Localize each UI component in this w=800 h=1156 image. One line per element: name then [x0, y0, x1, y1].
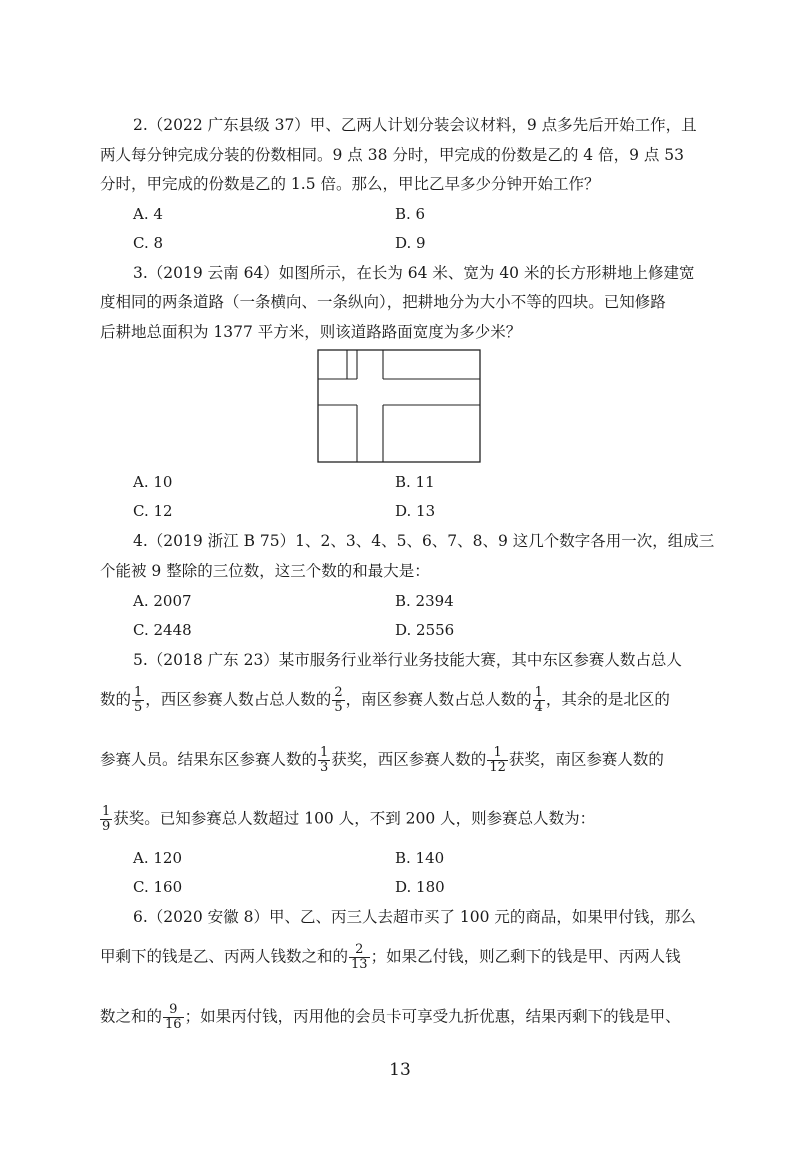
- q3-option-d: D. 13: [395, 502, 436, 520]
- q3-option-c: C. 12: [133, 502, 173, 520]
- q2-line-2: 两人每分钟完成分装的份数相同。9 点 38 分时，甲完成的份数是乙的 4 倍，9 点 53: [100, 146, 685, 164]
- q3-line-3: 后耕地总面积为 1377 平方米，则该道路路面宽度为多少米？: [100, 323, 522, 341]
- q3-line-1: 3.（2019 云南 64）如图所示，在长为 64 米、宽为 40 米的长方形耕地上修建宽: [133, 264, 695, 282]
- page-number: 13: [389, 1060, 411, 1080]
- q4-option-a: A. 2007: [133, 592, 192, 610]
- fraction-one-quarter: $\frac{1}{4}$: [534, 685, 543, 715]
- q2-line-3: 分时，甲完成的份数是乙的 1.5 倍。那么，甲比乙早多少分钟开始工作？: [100, 175, 600, 193]
- q4-option-c: C. 2448: [133, 621, 192, 639]
- q2-option-c: C. 8: [133, 234, 164, 252]
- q5-option-a: A. 120: [133, 849, 182, 867]
- fraction-two-fifths: $\frac{2}{5}$: [334, 685, 343, 715]
- fraction-one-third: $\frac{1}{3}$: [320, 745, 329, 775]
- road-edges: [318, 350, 480, 462]
- q5-line-2: 数的 $\frac{1}{5}$ ，西区参赛人数占总人数的 $\frac{2}{5}$ ，南区参赛人数占总人数的 $\frac{1}{4}$ ，其余的是北区的: [100, 685, 670, 715]
- q3-option-a: A. 10: [133, 473, 173, 491]
- fraction-one-twelfth: $\frac{1}{12}$: [489, 745, 506, 775]
- field-road-diagram: [317, 349, 481, 463]
- field-outline: [318, 350, 480, 462]
- q5-option-b: B. 140: [395, 849, 445, 867]
- q5-option-c: C. 160: [133, 878, 183, 896]
- q5-line-1: 5.（2018 广东 23）某市服务行业举行业务技能大赛，其中东区参赛人数占总人: [133, 651, 682, 669]
- q5-option-d: D. 180: [395, 878, 445, 896]
- fraction-nine-sixteenths: $\frac{9}{16}$: [165, 1002, 182, 1032]
- q6-line-3: 数之和的 $\frac{9}{16}$ ；如果丙付钱，丙用他的会员卡可享受九折优惠，结果丙剩下的钱是甲、: [100, 1002, 681, 1032]
- fraction-two-thirteenths: $\frac{2}{13}$: [351, 942, 368, 972]
- q6-line-2: 甲剩下的钱是乙、丙两人钱数之和的 $\frac{2}{13}$ ；如果乙付钱，则乙剩下的钱是甲、丙两人钱: [100, 942, 681, 972]
- q4-option-d: D. 2556: [395, 621, 455, 639]
- fraction-one-fifth: $\frac{1}{5}$: [134, 685, 143, 715]
- q4-line-1: 4.（2019 浙江 B 75）1、2、3、4、5、6、7、8、9 这几个数字各用一次，组成三: [133, 532, 715, 550]
- q3-option-b: B. 11: [395, 473, 435, 491]
- fraction-one-ninth: $\frac{1}{9}$: [102, 804, 111, 834]
- q4-line-2: 个能被 9 整除的三位数，这三个数的和最大是：: [100, 562, 430, 580]
- q2-option-b: B. 6: [395, 205, 426, 223]
- q5-line-4: $\frac{1}{9}$ 获奖。已知参赛总人数超过 100 人，不到 200 人，则参赛总人数为：: [102, 804, 596, 834]
- q4-option-b: B. 2394: [395, 592, 454, 610]
- q2-option-d: D. 9: [395, 234, 426, 252]
- q6-line-1: 6.（2020 安徽 8）甲、乙、丙三人去超市买了 100 元的商品，如果甲付钱，那么: [133, 908, 696, 926]
- q5-line-3: 参赛人员。结果东区参赛人数的 $\frac{1}{3}$ 获奖，西区参赛人数的 $\frac{1}{12}$ 获奖，南区参赛人数的: [100, 745, 664, 775]
- q2-option-a: A. 4: [133, 205, 163, 223]
- q2-line-1: 2.（2022 广东县级 37）甲、乙两人计划分装会议材料，9 点多先后开始工作，且: [133, 116, 697, 134]
- q3-line-2: 度相同的两条道路（一条横向、一条纵向），把耕地分为大小不等的四块。已知修路: [100, 293, 666, 311]
